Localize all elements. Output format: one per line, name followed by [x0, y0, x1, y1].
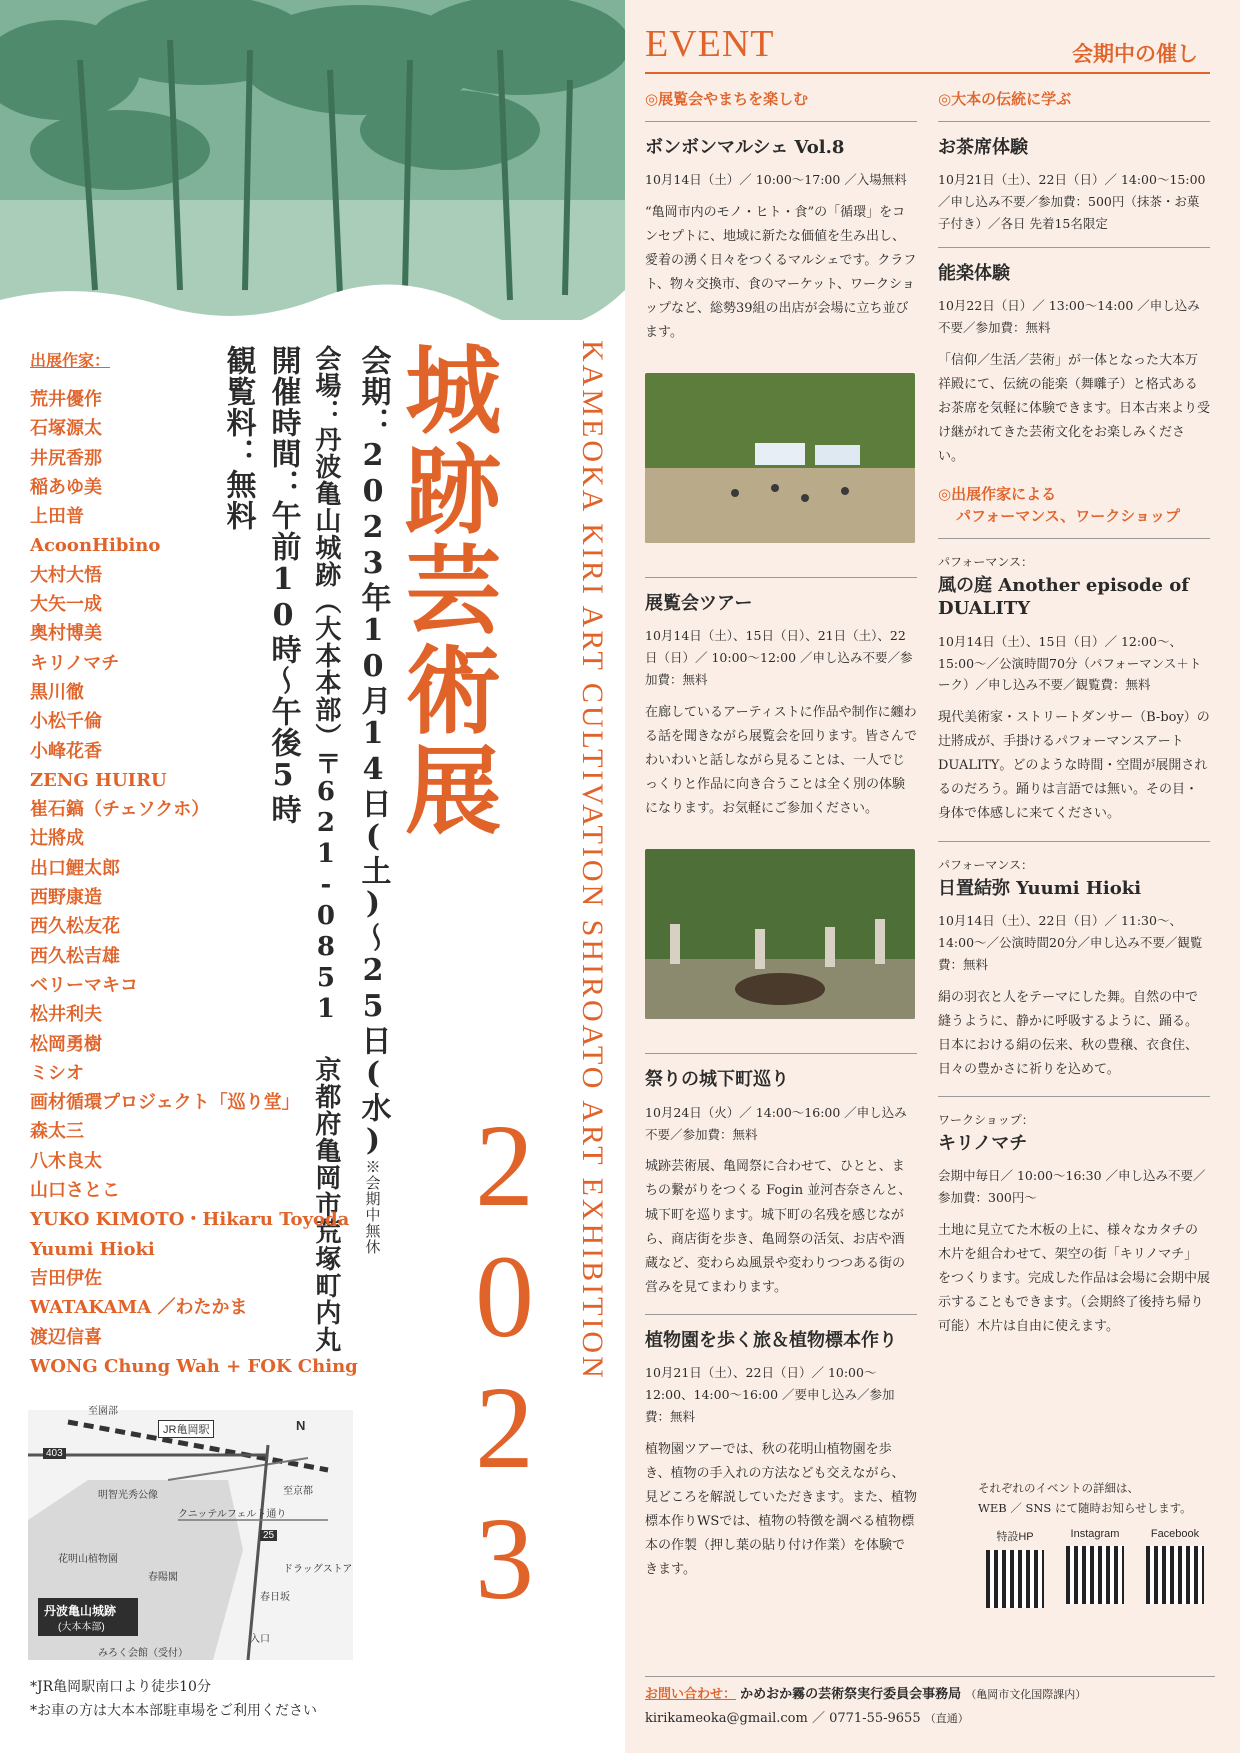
- map-label-omoto: (大本本部): [58, 1622, 105, 1633]
- event-meta-tea: 10月21日（土）、22日（日）／ 14:00〜15:00 ／申し込み不要／参加費：500円（抹茶・お菓子付き）／各日 先着15名限定: [938, 171, 1206, 231]
- perf-kind-1: パフォーマンス：: [938, 554, 1034, 569]
- main-title: 城跡芸術展: [389, 340, 503, 840]
- contact-phone-note: （直通）: [924, 1712, 969, 1725]
- event-body-castle-town: 城跡芸術展、亀岡祭に合わせて、ひとと、まちの繋がりをつくる Fogin 並河杏奈さんと、城下町を巡ります。城下町の名残を感じながら、商店街を歩き、亀岡祭の活気、お店や酒蔵など、変わらぬ風景や変わりつつある街の営みを見てまわります。: [645, 1159, 912, 1295]
- info-venue: 会場：丹波亀山城跡（大本本部）〒621-0851 京都府亀岡市荒塚町内丸: [310, 345, 341, 1353]
- event-title-marche: ボンボンマルシェ Vol.8: [645, 136, 845, 158]
- qr-label-instagram: Instagram: [1070, 1528, 1120, 1540]
- contact-org: かめおか霧の芸術祭実行委員会事務局: [740, 1687, 962, 1702]
- info-period-text: 会期：2023年10月14日(土)〜25日(水): [355, 345, 391, 1159]
- map-label-castle: 丹波亀山城跡: [44, 1604, 117, 1618]
- artist-name: AcoonHibino: [30, 535, 161, 557]
- section-heading-performance-line2: パフォーマンス、ワークショップ: [956, 507, 1180, 526]
- artist-name: WONG Chung Wah + FOK Ching: [30, 1355, 358, 1377]
- artist-name: 出口鯉太郎: [30, 857, 120, 879]
- contact-org-note: （亀岡市文化国際課内）: [965, 1688, 1087, 1701]
- event-body-botanical: 植物園ツアーでは、秋の花明山植物園を歩き、植物の手入れの方法なども交えながら、見どころを解説していただきます。また、植物標本作りWSでは、植物の特徴を調べる植物標本の作製（押し葉の貼り付け作業）を体験できます。: [645, 1441, 917, 1577]
- map-label-kyoto: 至京都: [283, 1486, 313, 1497]
- event-column-b: [938, 88, 1210, 1353]
- artist-name: 吉田伊佐: [30, 1267, 102, 1289]
- artist-name: 大村大悟: [30, 564, 102, 586]
- event-meta-hioki: 10月14日（土）、22日（日）／ 11:30〜、14:00〜／公演時間20分／申し込み不要／観覧費：無料: [938, 912, 1203, 972]
- section-heading-performance-line1: ◎出展作家による: [938, 484, 1057, 503]
- qr-facebook[interactable]: [1138, 1528, 1212, 1608]
- artist-name: 奥村博美: [30, 623, 102, 645]
- map-label-sonobe: 至園部: [88, 1406, 118, 1417]
- event-column-a: [645, 88, 917, 1596]
- event-meta-botanical: 10月21日（土）、22日（日）／ 10:00〜12:00、14:00〜16:00 ／要申し込み／参加費：無料: [645, 1365, 895, 1424]
- contact-label: お問い合わせ：: [645, 1687, 737, 1702]
- map-label-akechi: 明智光秀公像: [98, 1490, 158, 1501]
- section-heading-performance: [938, 483, 1210, 539]
- event-body-duality: 現代美術家・ストリートダンサー（B-boy）の辻將成が、手掛けるパフォーマンスアートDUALITY。どのような時間・空間が展開されるのだろう。踊りは言語では無い。その目・身体で体感しに来てください。: [938, 710, 1210, 822]
- artist-name: 大矢一成: [30, 594, 102, 616]
- qr-instagram[interactable]: [1058, 1528, 1132, 1608]
- info-hours: 開催時間：午前10時〜午後5時: [265, 345, 301, 825]
- contact-block: [645, 1676, 1215, 1731]
- event-meta-duality: 10月14日（土）、15日（日）／ 12:00〜、15:00〜／公演時間70分（パフォーマンス＋トーク）／申し込み不要／観覧費：無料: [938, 633, 1202, 693]
- event-divider: [645, 72, 1210, 74]
- perf-kind-2: パフォーマンス：: [938, 857, 1034, 872]
- event-title-duality: 風の庭 Another episode of DUALITY: [938, 574, 1189, 620]
- event-heading: EVENT: [645, 23, 775, 65]
- marche-photo: [645, 373, 915, 543]
- access-notes: [30, 1675, 317, 1723]
- artist-name: 黒川徹: [30, 681, 84, 703]
- event-body-noh: 「信仰／生活／芸術」が一体となった大本万祥殿にて、伝統の能楽（舞囃子）と格式あるお茶席を気軽に体験できます。日本古来より受け継がれてきた芸術文化をお楽しみください。: [938, 352, 1210, 464]
- separator: [645, 577, 917, 578]
- event-body-tour: 在廊しているアーティストに作品や制作に纏わる話を聞きながら展覧会を回ります。皆さんでわいわいと話しながら見ることは、一人でじっくりと作品に向き合うことは全く別の体験になります。お気軽にご参加ください。: [645, 705, 917, 817]
- artist-name: 稲あゆ美: [30, 476, 102, 498]
- info-period: [355, 345, 390, 1255]
- year-title: 2023: [439, 1100, 570, 1624]
- qr-note: [978, 1478, 1218, 1518]
- artist-name: 八木良太: [30, 1150, 102, 1172]
- event-title-botanical: 植物園を歩く旅＆植物標本作り: [645, 1329, 897, 1351]
- info-period-note: ※会期中無休: [363, 1159, 382, 1255]
- contact-phone[interactable]: 0771-55-9655: [829, 1711, 921, 1726]
- separator: [645, 1314, 917, 1315]
- section-heading-town: ◎展覧会やまちを楽しむ: [645, 88, 917, 122]
- map-label-station: JR亀岡駅: [158, 1420, 214, 1438]
- qr-label-website: 特設HP: [996, 1531, 1034, 1543]
- event-meta-kirinomachi: 会期中毎日／ 10:00〜16:30 ／申し込み不要／参加費：300円〜: [938, 1168, 1206, 1205]
- contact-line-2: [645, 1707, 1215, 1731]
- artist-name: ベリーマキコ: [30, 974, 138, 996]
- qr-note-line2: WEB ／ SNS にて随時お知らせします。: [978, 1501, 1192, 1515]
- artists-list: [30, 348, 358, 1381]
- contact-sep: ／: [811, 1711, 825, 1726]
- artist-name: 石塚源太: [30, 418, 102, 440]
- event-title-tour: 展覧会ツアー: [645, 593, 753, 615]
- map-label-route25: 25: [260, 1530, 277, 1541]
- english-title: KAMEOKA KIRI ART CULTIVATION SHIROATO ART EXHIBITION: [576, 340, 609, 1381]
- qr-note-line1: それぞれのイベントの詳細は、: [978, 1481, 1139, 1495]
- section-heading-tradition: ◎大本の伝統に学ぶ: [938, 88, 1210, 122]
- map-north-icon: N: [296, 1418, 306, 1433]
- access-note-train: *JR亀岡駅南口より徒歩10分: [30, 1679, 211, 1695]
- event-subheading: 会期中の催し: [1072, 41, 1198, 66]
- artists-heading: 出展作家：: [30, 351, 111, 370]
- info-fee: 観覧料：無料: [220, 345, 256, 531]
- access-note-car: *お車の方は大本本部駐車場をご利用ください: [30, 1703, 317, 1719]
- perf-kind-3: ワークショップ：: [938, 1112, 1034, 1127]
- access-map: [28, 1406, 353, 1660]
- event-meta-tour: 10月14日（土）、15日（日）、21日（土）、22日（日）／ 10:00〜12:00 ／申し込み不要／参加費：無料: [645, 628, 913, 688]
- event-title-tea: お茶席体験: [938, 136, 1028, 158]
- artist-items: [30, 385, 358, 1381]
- qr-label-facebook: Facebook: [1150, 1528, 1200, 1540]
- event-meta-noh: 10月22日（日）／ 13:00〜14:00 ／申し込み不要／参加費：無料: [938, 297, 1200, 335]
- artist-name: Yuumi Hioki: [30, 1238, 155, 1260]
- artist-name: 松井利夫: [30, 1004, 102, 1026]
- event-body-hioki: 絹の羽衣と人をテーマにした舞。自然の中で縫うように、静かに呼吸するように、踊る。日本における絹の伝来、秋の豊穣、衣食住、日々の豊かさに祈りを込めて。: [938, 989, 1199, 1077]
- artist-name: YUKO KIMOTO・Hikaru Toyoda: [30, 1209, 350, 1231]
- map-label-drugstore: ドラッグストア: [283, 1564, 353, 1575]
- artist-name: キリノマチ: [30, 652, 120, 674]
- event-body-kirinomachi: 土地に見立てた木板の上に、様々なカタチの木片を組合わせて、架空の街「キリノマチ」をつくります。完成した作品は会場に会期中展示することもできます。（会期終了後持ち帰り可能）木片は自由に使えます。: [938, 1222, 1210, 1335]
- artist-name: 山口さとこ: [30, 1180, 120, 1202]
- map-label-miroku: みろく会館（受付）: [98, 1648, 188, 1659]
- artist-name: 崔石鎬（チェソクホ）: [30, 799, 210, 821]
- map-label-route403: 403: [43, 1448, 66, 1459]
- separator: [938, 1096, 1210, 1097]
- qr-website[interactable]: [978, 1528, 1052, 1612]
- separator: [938, 247, 1210, 248]
- separator: [645, 1053, 917, 1054]
- artist-name: ZENG HUIRU: [30, 769, 167, 791]
- forest-photo: [0, 0, 625, 320]
- artist-name: ミシオ: [30, 1062, 84, 1084]
- artist-name: 西野康造: [30, 887, 102, 909]
- artist-name: 井尻香那: [30, 447, 102, 469]
- qr-area: [978, 1478, 1218, 1612]
- event-title-kirinomachi: キリノマチ: [938, 1132, 1028, 1154]
- artist-name: 辻將成: [30, 828, 84, 850]
- artist-name: 西久松吉雄: [30, 945, 120, 967]
- map-label-shunyokaku: 春陽閣: [148, 1572, 178, 1583]
- event-body-marche: “亀岡市内のモノ・ヒト・食”の「循環」をコンセプトに、地域に新たな価値を生み出し、愛着の湧く日々をつくるマルシェです。クラフト、物々交換市、食のマーケット、ワークショップなど、総勢39組の出店が会場に立ち並びます。: [645, 204, 917, 340]
- contact-line-1: [645, 1683, 1215, 1707]
- qr-code-icon: [1066, 1546, 1124, 1604]
- tour-photo: [645, 849, 915, 1019]
- map-label-kasugazaka: 春日坂: [260, 1592, 290, 1603]
- artist-name: 西久松友花: [30, 916, 120, 938]
- artist-name: 森太三: [30, 1121, 84, 1143]
- artist-name: 荒井優作: [30, 389, 102, 410]
- artist-name: 渡辺信喜: [30, 1326, 102, 1348]
- separator: [938, 841, 1210, 842]
- event-title-hioki: 日置結弥 Yuumi Hioki: [938, 877, 1142, 899]
- artist-name: 上田普: [30, 506, 84, 528]
- map-label-street: クニッテルフェルト通り: [178, 1509, 287, 1520]
- map-label-entrance: 入口: [250, 1634, 270, 1645]
- artist-name: 画材循環プロジェクト「巡り堂」: [30, 1092, 300, 1114]
- map-label-garden: 花明山植物園: [58, 1554, 118, 1565]
- forest-illustration: [0, 0, 625, 320]
- event-title-castle-town: 祭りの城下町巡り: [645, 1069, 789, 1091]
- event-meta-castle-town: 10月24日（火）／ 14:00〜16:00 ／申し込み不要／参加費：無料: [645, 1104, 907, 1142]
- qr-code-icon: [1146, 1546, 1204, 1604]
- contact-email[interactable]: kirikameoka@gmail.com: [645, 1711, 808, 1726]
- event-title-noh: 能楽体験: [938, 262, 1010, 284]
- artist-name: 小峰花香: [30, 740, 102, 762]
- event-meta-marche: 10月14日（土）／ 10:00〜17:00 ／入場無料: [645, 171, 907, 187]
- artist-name: WATAKAMA ／わたかま: [30, 1297, 248, 1319]
- qr-code-icon: [986, 1550, 1044, 1608]
- artist-name: 松岡勇樹: [30, 1033, 102, 1055]
- artist-name: 小松千倫: [30, 711, 102, 733]
